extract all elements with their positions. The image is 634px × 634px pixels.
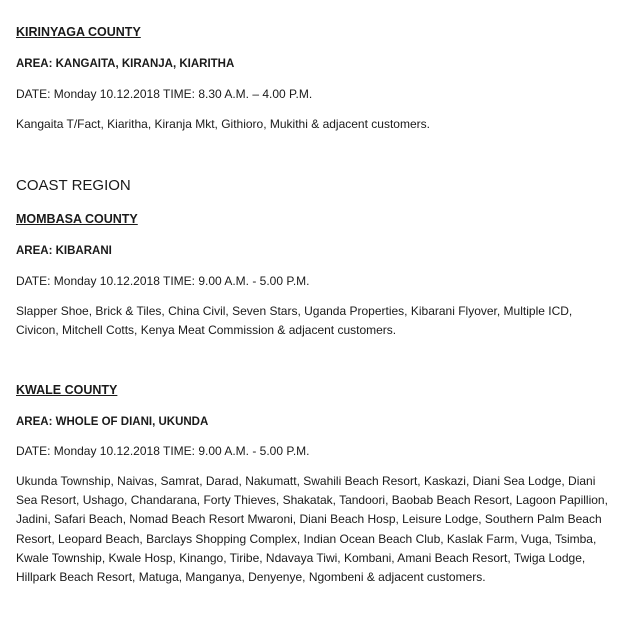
date-time-line-kwale: DATE: Monday 10.12.2018 TIME: 9.00 A.M. - 5.00 P.M. <box>16 444 310 458</box>
county-heading-kwale: KWALE COUNTY <box>16 383 118 397</box>
area-line-kwale: AREA: WHOLE OF DIANI, UKUNDA <box>16 416 209 428</box>
area-line-mombasa: AREA: KIBARANI <box>16 245 112 257</box>
affected-locations-kirinyaga: Kangaita T/Fact, Kiaritha, Kiranja Mkt, Githioro, Mukithi & adjacent customers. <box>16 117 430 131</box>
date-time-line-kirinyaga: DATE: Monday 10.12.2018 TIME: 8.30 A.M. – 4.00 P.M. <box>16 87 313 101</box>
affected-locations-kwale: Ukunda Township, Naivas, Samrat, Darad, Nakumatt, Swahili Beach Resort, Kaskazi, Diani Sea Lodge, Diani Sea Resort, Ushago, Chandarana, Forty Thieves, Shakatak, Tandoori, Baobab Beach Resort, Lagoon Papillion, Jadini, Safari Beach, Nomad Beach Resort Mwaroni, Diani Beach Hosp, Leisure Lodge, Southern Palm Beach Resort, Leopard Beach, Barclays Shopping Complex, Indian Ocean Beach Club, Kaslak Farm, Vuga, Tsimba, Kwale Township, Kwale Hosp, Kinango, Tiribe, Ndavaya Tiwi, Kombani, Amani Beach Resort, Twiga Lodge, Hillpark Beach Resort, Matuga, Manganya, Denyenye, Ngombeni & adjacent customers. <box>16 474 608 585</box>
region-heading-coast: COAST REGION <box>16 177 131 194</box>
affected-locations-mombasa: Slapper Shoe, Brick & Tiles, China Civil, Seven Stars, Uganda Properties, Kibarani Flyover, Multiple ICD, Civicon, Mitchell Cotts, Kenya Meat Commission & adjacent customers. <box>16 304 573 338</box>
county-heading-mombasa: MOMBASA COUNTY <box>16 212 138 226</box>
county-heading-kirinyaga: KIRINYAGA COUNTY <box>16 25 141 39</box>
area-line-kirinyaga: AREA: KANGAITA, KIRANJA, KIARITHA <box>16 58 235 70</box>
date-time-line-mombasa: DATE: Monday 10.12.2018 TIME: 9.00 A.M. - 5.00 P.M. <box>16 274 310 288</box>
